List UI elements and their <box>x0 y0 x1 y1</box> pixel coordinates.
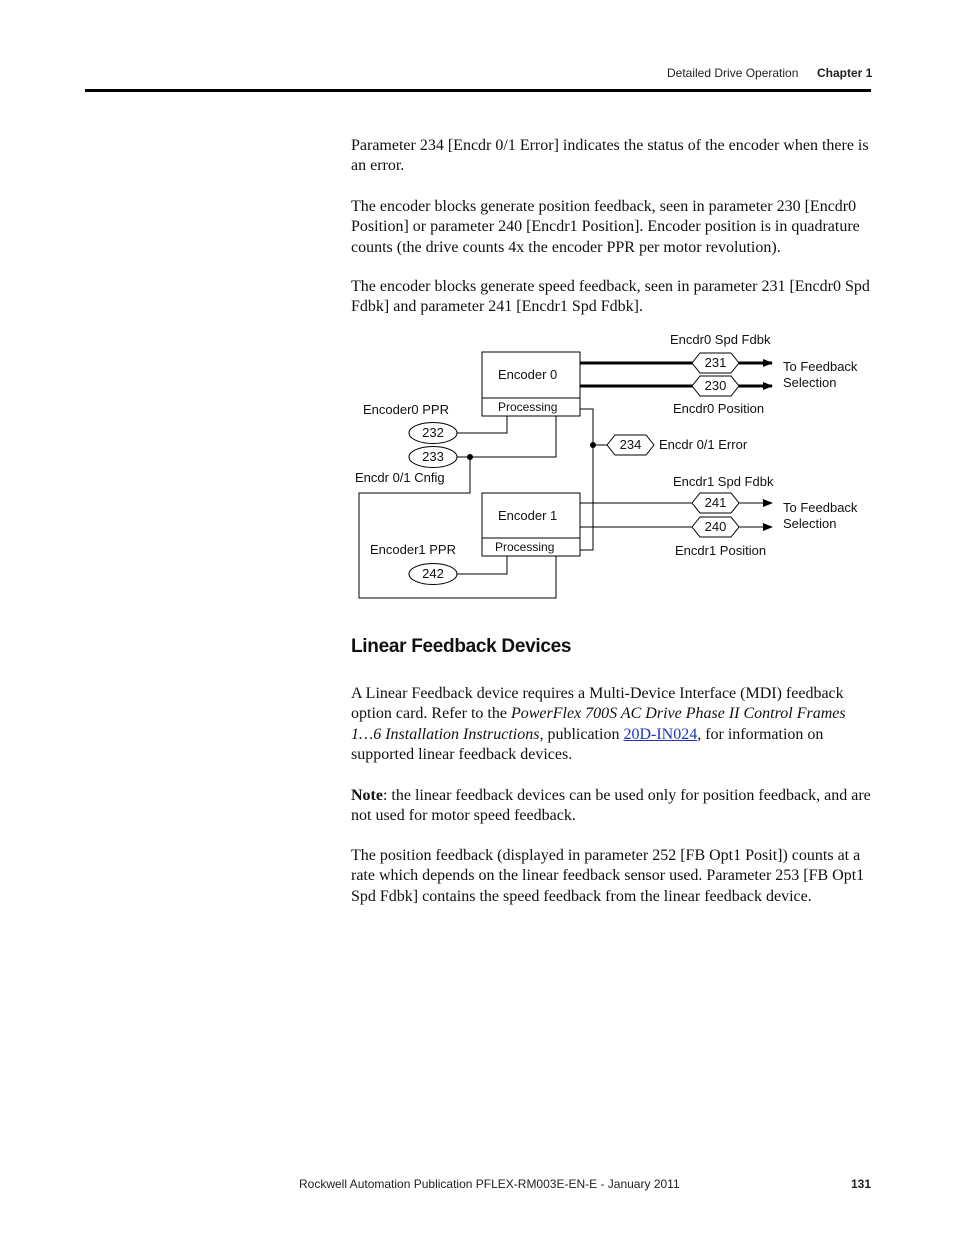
encoder1-title: Encoder 1 <box>498 508 558 523</box>
label-encdr0-position: Encdr0 Position <box>673 401 765 416</box>
page-number: 131 <box>851 1177 872 1191</box>
label-encdr-error: Encdr 0/1 Error <box>659 437 748 452</box>
label-encdr-cnfig: Encdr 0/1 Cnfig <box>355 470 445 485</box>
paragraph-note: Note: the linear feedback devices can be used only for position feedback, and are not used for motor speed feedback. <box>351 787 871 825</box>
label-to-feedback-bottom-1: To Feedback <box>783 500 858 515</box>
label-to-feedback-top-1: To Feedback <box>783 359 858 374</box>
param-230: 230 <box>704 378 727 393</box>
paragraph-speed-feedback: The encoder blocks generate speed feedback, seen in parameter 231 [Encdr0 Spd Fdbk] and parameter 241 [Encdr1 Spd Fdbk]. <box>351 278 870 316</box>
note-label: Note <box>351 787 383 804</box>
footer-publication: Rockwell Automation Publication PFLEX-RM003E-EN-E - January 2011 <box>299 1177 680 1191</box>
label-encdr0-spd-fdbk: Encdr0 Spd Fdbk <box>670 332 771 347</box>
param-234: 234 <box>619 437 642 452</box>
param-240: 240 <box>704 519 727 534</box>
label-to-feedback-top-2: Selection <box>783 375 837 390</box>
label-encdr1-spd-fdbk: Encdr1 Spd Fdbk <box>673 474 774 489</box>
section-heading: Linear Feedback Devices <box>351 636 572 657</box>
label-to-feedback-bottom-2: Selection <box>783 516 837 531</box>
label-encdr1-position: Encdr1 Position <box>675 543 767 558</box>
param-233: 233 <box>422 449 444 464</box>
running-header-chapter: Chapter 1 <box>817 66 873 80</box>
encoder0-processing: Processing <box>498 400 558 414</box>
encoder0-title: Encoder 0 <box>498 367 558 382</box>
param-232: 232 <box>422 425 444 440</box>
paragraph-linear-feedback: A Linear Feedback device requires a Multi-Device Interface (MDI) feedback option card. Refer to the PowerFlex 700S AC Drive Phase II Control Frames 1…6 Installation Instructions, publication 20D-IN024, for information on supported linear feedback devices. <box>351 685 846 763</box>
param-231: 231 <box>704 355 727 370</box>
param-242: 242 <box>422 566 444 581</box>
param-241: 241 <box>704 495 727 510</box>
encoder-block-diagram <box>340 328 880 608</box>
publication-link[interactable]: 20D-IN024 <box>623 725 698 743</box>
paragraph-linear-position: The position feedback (displayed in parameter 252 [FB Opt1 Posit]) counts at a rate which depends on the linear feedback sensor used. Parameter 253 [FB Opt1 Spd Fdbk] contains the speed feedback from the linear feedback device. <box>351 847 865 905</box>
header-rule <box>85 89 871 92</box>
error-path-line <box>580 409 593 550</box>
label-encoder0-ppr: Encoder0 PPR <box>363 402 449 417</box>
paragraph-position-feedback: The encoder blocks generate position feedback, seen in parameter 230 [Encdr0 Position] or parameter 240 [Encdr1 Position]. Encoder position is in quadrature counts (the drive counts 4x the encoder PPR per motor revolution). <box>351 198 860 256</box>
encoder1-processing: Processing <box>495 540 555 554</box>
paragraph-encoder-error: Parameter 234 [Encdr 0/1 Error] indicates the status of the encoder when there is an error. <box>351 137 869 175</box>
running-header-section: Detailed Drive Operation <box>667 66 799 80</box>
manual-title: PowerFlex 700S AC Drive Phase II Control Frames 1…6 Installation Instructions <box>351 705 846 743</box>
label-encoder1-ppr: Encoder1 PPR <box>370 542 456 557</box>
